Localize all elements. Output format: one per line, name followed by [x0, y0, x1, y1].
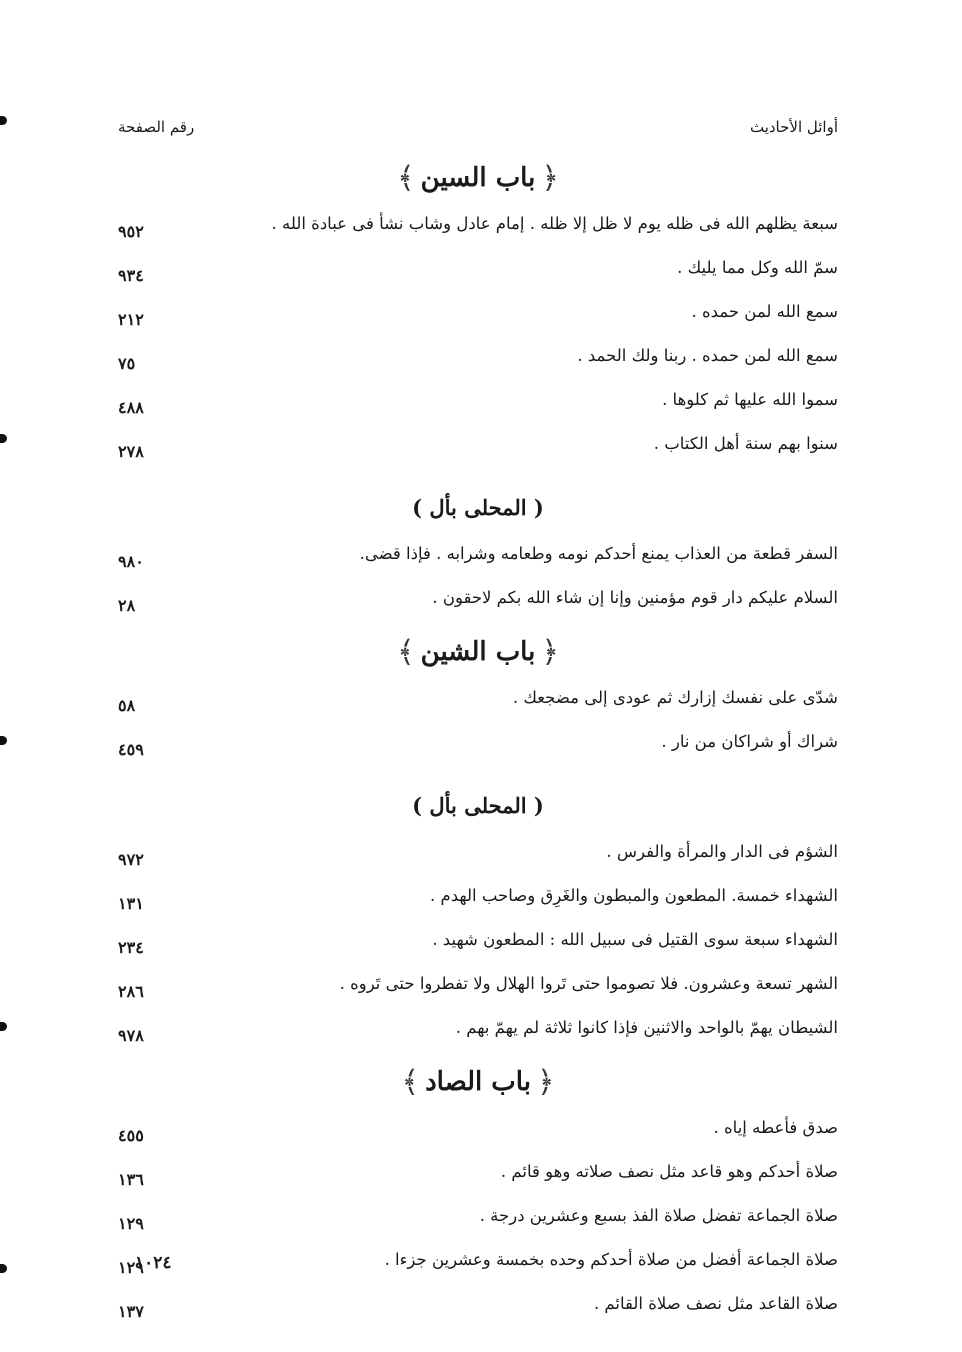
running-title: أوائل الأحاديث: [749, 118, 838, 136]
index-entry: [118, 250, 838, 294]
hadith-opening: شدّى على نفسك إزارك ثم عودى إلى مضجعك .: [512, 688, 838, 707]
index-entry: [118, 426, 838, 470]
page-ref: ٥٨: [118, 696, 136, 715]
page-ref: ٩٣٤: [118, 266, 144, 285]
index-entry: [118, 580, 838, 624]
ornament-open: ﴿: [541, 634, 559, 670]
hadith-opening: صدق فأعطه إياه .: [713, 1118, 838, 1137]
page-ref: ١٣١: [118, 894, 144, 913]
scan-edge-mark: [0, 1264, 7, 1273]
index-content: [118, 150, 838, 1330]
hadith-opening: صلاة أحدكم وهو قاعد مثل نصف صلاته وهو قائم .: [500, 1162, 838, 1181]
page-ref: ٩٧٨: [118, 1026, 144, 1045]
hadith-opening: سمّ الله وكل مما يليك .: [677, 258, 838, 277]
section-title: باب السين: [420, 163, 536, 193]
section-title: باب الشين: [420, 637, 536, 667]
hadith-opening: الشؤم فى الدار والمرأة والفرس .: [606, 842, 838, 861]
page-ref: ١٢٩: [118, 1258, 144, 1277]
hadith-opening: سنوا بهم سنة أهل الكتاب .: [653, 434, 838, 453]
index-entry: [118, 1198, 838, 1242]
page-ref: ٩٥٢: [118, 222, 144, 241]
ornament-close: ﴾: [401, 1064, 420, 1100]
page-ref: ٩٨٠: [118, 552, 144, 571]
index-entry: [118, 536, 838, 580]
sub-heading-definite: ( المحلى بأل ): [412, 792, 544, 818]
scan-edge-mark: [0, 736, 7, 745]
hadith-opening: شراك أو شراكان من نار .: [661, 732, 838, 751]
index-entry: [118, 294, 838, 338]
running-head: [118, 118, 838, 146]
folio-page-number: ١٠٢٤: [135, 1253, 172, 1273]
index-entry: [118, 922, 838, 966]
index-entry: [118, 338, 838, 382]
page-ref: ٢١٢: [118, 310, 144, 329]
hadith-opening: الشهداء خمسة. المطعون والمبطون والغَرِق وصاحب الهدم .: [430, 886, 838, 905]
hadith-opening: صلاة الجماعة أفضل من صلاة أحدكم وحده بخمسة وعشرين جزءا .: [384, 1250, 838, 1269]
page-ref: ٤٥٩: [118, 740, 144, 759]
index-entry: [118, 680, 838, 724]
index-entry: [118, 1154, 838, 1198]
hadith-opening: سمع الله لمن حمده .: [691, 302, 838, 321]
section-title: باب الصاد: [425, 1067, 531, 1097]
page-ref: ٢٨٦: [118, 982, 144, 1001]
index-entry: [118, 206, 838, 250]
page-ref: ١٢٩: [118, 1214, 144, 1233]
index-entry: [118, 1110, 838, 1154]
scan-edge-mark: [0, 434, 7, 443]
scan-edge-mark: [0, 116, 7, 125]
index-entry: [118, 834, 838, 878]
hadith-opening: سمع الله لمن حمده . ربنا ولك الحمد .: [577, 346, 838, 365]
index-entry: [118, 966, 838, 1010]
page-ref: ٢٧٨: [118, 442, 144, 461]
ornament-open: ﴿: [541, 160, 559, 196]
index-entry: [118, 382, 838, 426]
hadith-opening: صلاة القاعد مثل نصف صلاة القائم .: [593, 1294, 838, 1313]
index-entry: [118, 1286, 838, 1330]
hadith-opening: سبعة يظلهم الله فى ظله يوم لا ظل إلا ظله . إمام عادل وشاب نشأ فى عبادة الله .: [271, 214, 838, 233]
ornament-open: ﴿: [536, 1064, 555, 1100]
hadith-opening: السلام عليكم دار قوم مؤمنين وإنا إن شاء الله بكم لاحقون .: [432, 588, 838, 607]
hadith-opening: سموا الله عليها ثم كلوها .: [662, 390, 838, 409]
ornament-close: ﴾: [397, 160, 415, 196]
index-entry: [118, 1242, 838, 1286]
ornament-close: ﴾: [397, 634, 415, 670]
section-heading-seen: [118, 150, 838, 206]
page-ref: ١٣٧: [118, 1302, 144, 1321]
page-number-column-label: رقم الصفحة: [118, 118, 195, 136]
hadith-opening: السفر قطعة من العذاب يمنع أحدكم نومه وطعامه وشرابه . فإذا قضى.: [359, 544, 838, 563]
hadith-opening: صلاة الجماعة تفضل صلاة الفذ بسبع وعشرين درجة .: [479, 1206, 838, 1225]
scan-edge-mark: [0, 1022, 7, 1031]
section-heading-saad: [118, 1054, 838, 1110]
page-ref: ٧٥: [118, 354, 136, 373]
page-ref: ٢٨: [118, 596, 136, 615]
page-ref: ٢٣٤: [118, 938, 144, 957]
page-ref: ٩٧٢: [118, 850, 144, 869]
page-ref: ٤٨٨: [118, 398, 144, 417]
index-entry: [118, 1010, 838, 1054]
index-entry: [118, 878, 838, 922]
hadith-opening: الشهداء سبعة سوى القتيل فى سبيل الله : المطعون شهيد .: [432, 930, 838, 949]
hadith-opening: الشيطان يهمّ بالواحد والاثنين فإذا كانوا ثلاثة لم يهمّ بهم .: [455, 1018, 838, 1037]
hadith-opening: الشهر تسعة وعشرون. فلا تصوموا حتى تَروا الهلال ولا تفطروا حتى تَروه .: [339, 974, 838, 993]
page-ref: ٤٥٥: [118, 1126, 144, 1145]
section-heading-sheen: [118, 624, 838, 680]
sub-heading-definite: ( المحلى بأل ): [412, 494, 544, 520]
page-ref: ١٣٦: [118, 1170, 144, 1189]
index-entry: [118, 724, 838, 768]
